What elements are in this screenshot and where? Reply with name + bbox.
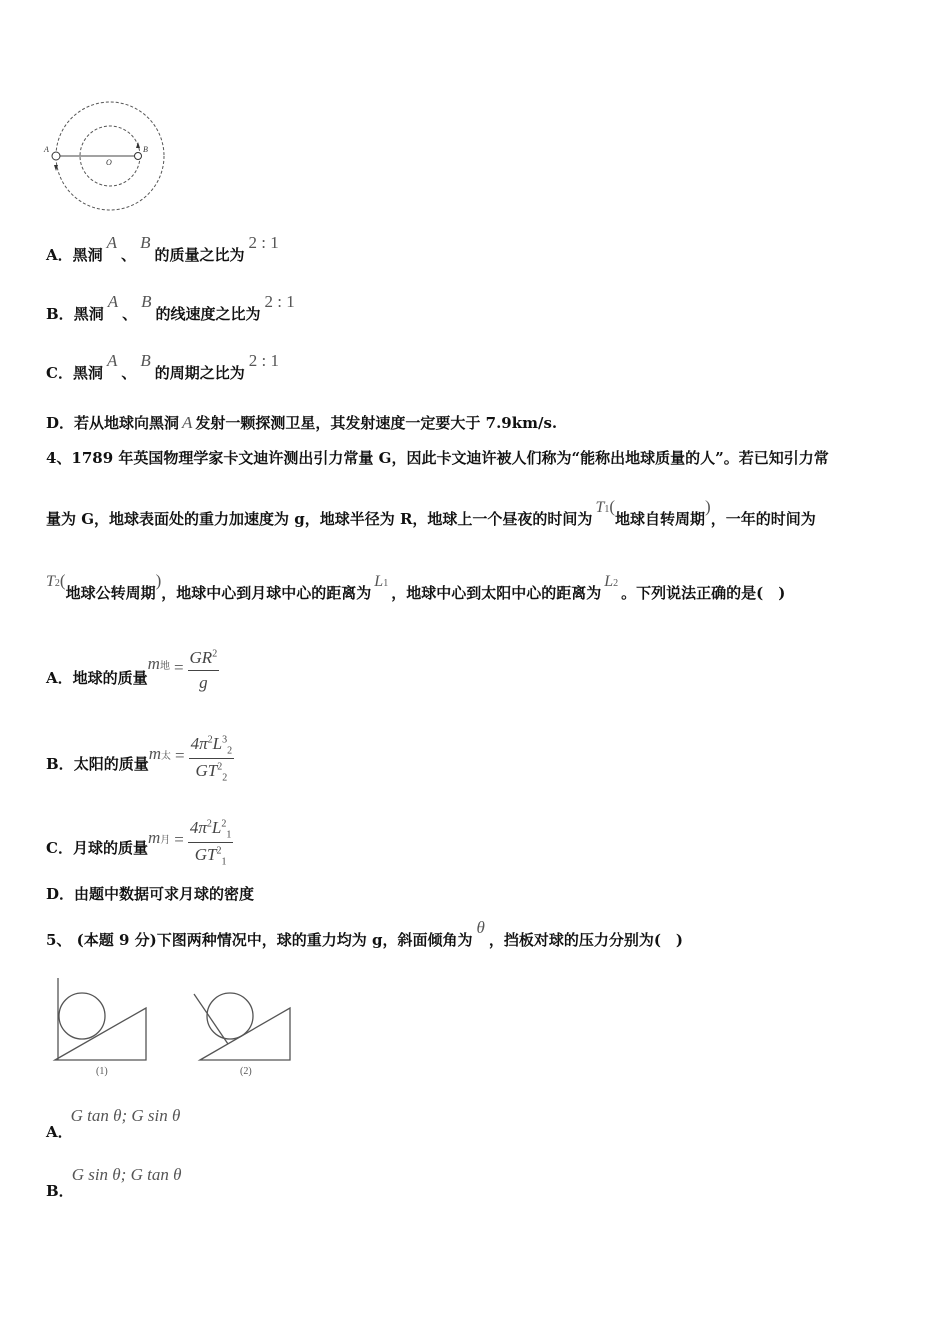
stem-text: ，一年的时间为 [710,510,816,528]
option-text: 的线速度之比为 [155,305,261,323]
var-t1: T1 [595,499,610,516]
q4-stem-line3 [46,571,786,603]
incline-figure-2 [190,978,300,1078]
option-text: 太阳的质量 [73,754,149,773]
q5-stem [46,918,684,950]
option-text: 黑洞 [72,246,103,264]
option-label: D． [46,885,75,903]
option-text: 若从地球向黑洞 [74,414,180,432]
option-text: 黑洞 [72,364,103,382]
q4-option-a[interactable] [46,630,219,692]
q3-option-c[interactable] [46,351,280,383]
ratio: 2 : 1 [248,233,279,252]
option-text: 的周期之比为 [154,364,245,382]
var-b: B [140,351,151,370]
equals-sign: = [173,657,184,677]
option-formula: G tan θ; G sin θ [70,1106,181,1125]
mass-symbol: m地 [147,653,170,673]
option-label: B． [46,305,74,323]
q4-option-c[interactable] [46,796,233,868]
black-hole-b [135,153,142,160]
option-label: B． [46,754,74,773]
separator: 、 [121,246,137,264]
q5-option-a[interactable] [46,1105,181,1141]
theta-symbol: θ [476,918,485,937]
figure-1-label: (1) [96,1066,108,1077]
var-b: B [141,292,152,311]
mass-symbol: m月 [147,827,171,847]
option-text: 发射一颗探测卫星，其发射速度一定要大于 7.9km/s. [195,414,558,432]
orbit-label-a: A [44,145,49,154]
var-a: A [107,292,119,311]
option-text: 由题中数据可求月球的密度 [74,885,255,903]
q3-option-d[interactable] [46,412,557,433]
mass-fraction: $\frac{4\pi^2L^2_1}{GT^2_1}$ [189,818,232,868]
var-l2: L2 [604,573,619,590]
separator: 、 [122,305,138,323]
q4-stem-line2 [46,497,816,529]
var-b: B [140,233,151,252]
ratio: 2 : 1 [264,292,295,311]
var-t2: T2 [46,573,60,590]
stem-text: 量为 G，地球表面处的重力加速度为 g，地球半径为 R，地球上一个昼夜的时间为 [46,510,593,528]
stem-text: ，挡板对球的压力分别为( ) [488,931,684,949]
black-hole-a [52,152,60,160]
orbit-label-o: O [106,158,112,167]
option-text: 黑洞 [73,305,104,323]
stem-text: 地球自转周期 [615,510,706,528]
stem-text: ，地球中心到月球中心的距离为 [161,584,372,602]
q3-option-b[interactable] [46,292,295,324]
binary-orbit-figure [40,90,180,230]
option-text: 地球的质量 [72,668,148,687]
option-label: D． [46,414,75,432]
paren-open: ( [59,571,66,590]
option-label: A． [46,246,73,264]
paren-close: ) [155,571,162,590]
var-a: A [182,413,193,432]
paren-open: ( [609,497,616,516]
option-label: A． [46,1123,73,1141]
option-label: C． [46,364,73,382]
option-formula: G sin θ; G tan θ [71,1165,182,1184]
q4-option-b[interactable] [46,712,234,784]
option-text: 月球的质量 [72,838,148,857]
separator: 、 [121,364,137,382]
incline-figure-1 [50,978,160,1078]
equals-sign: = [174,829,184,849]
paren-close: ) [705,497,711,516]
mass-fraction: $\frac{GR^2}{g}$ [189,648,218,692]
stem-text: 5、 (本题 9 分)下图两种情况中，球的重力均为 g，斜面倾角为 [46,931,473,949]
stem-text: 地球公转周期 [65,584,156,602]
var-a: A [106,233,118,252]
q4-stem-line1: 4、1789 年英国物理学家卡文迪许测出引力常量 G，因此卡文迪许被人们称为“能称出地球质量的人”。若已知引力常 [46,449,829,467]
stem-text: 。下列说法正确的是( ) [621,584,786,602]
option-label: A． [46,668,73,687]
ratio: 2 : 1 [248,351,280,370]
orbit-label-b: B [143,145,148,154]
var-a: A [106,351,118,370]
var-l1: L1 [374,573,389,590]
figure-2-label: (2) [240,1066,252,1077]
option-label: B． [46,1182,74,1200]
q4-option-d[interactable] [46,883,254,904]
mass-fraction: $\frac{4\pi^2L^3_2}{GT^2_2}$ [190,734,233,784]
q3-option-a[interactable] [46,233,279,265]
stem-text: ，地球中心到太阳中心的距离为 [391,584,602,602]
equals-sign: = [174,745,185,765]
mass-symbol: m太 [148,743,171,763]
option-label: C． [46,838,73,857]
q5-option-b[interactable] [46,1164,182,1200]
option-text: 的质量之比为 [154,246,245,264]
